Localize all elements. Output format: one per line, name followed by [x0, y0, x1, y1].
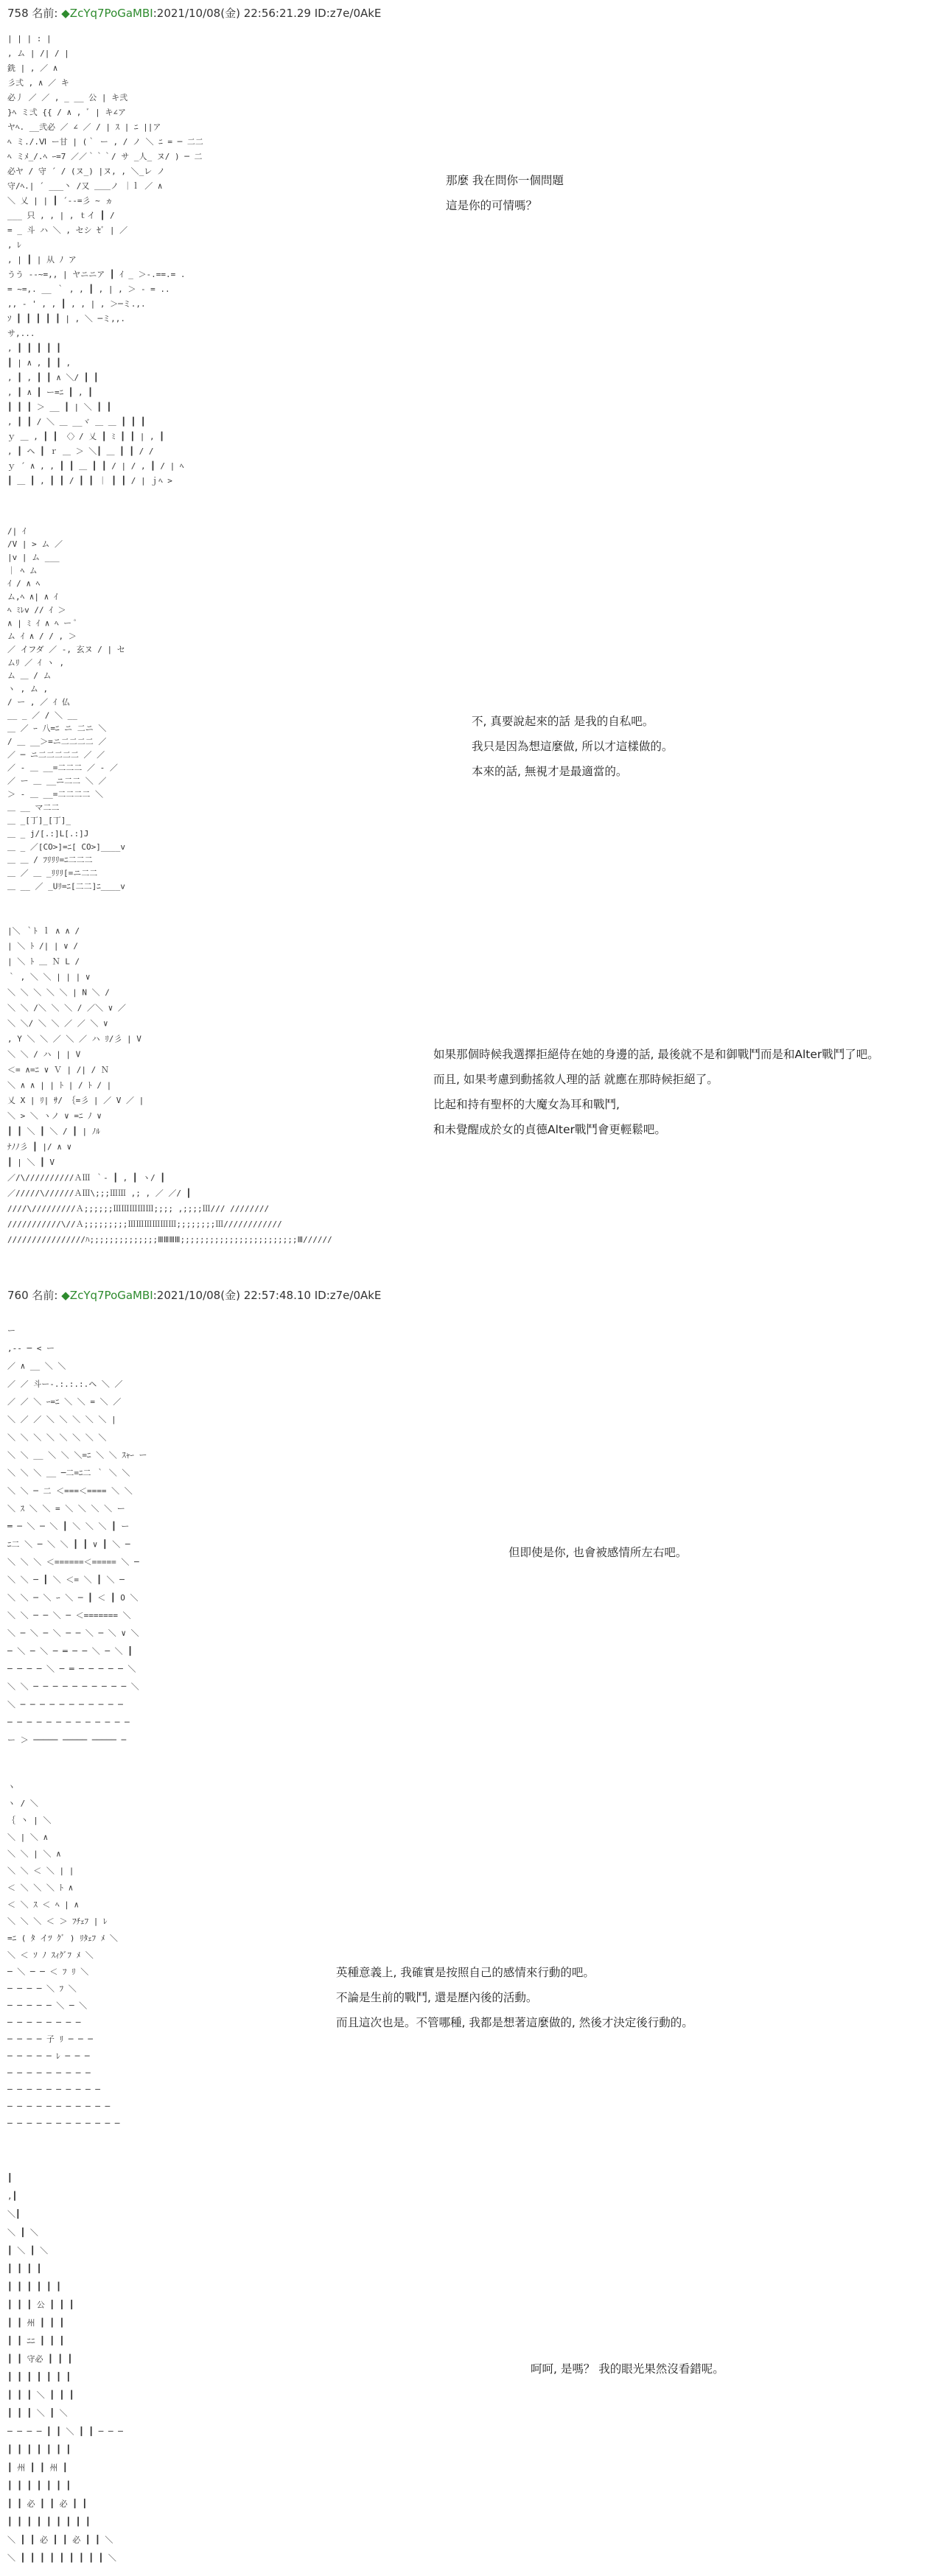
ascii-art-line: ﾍ ミ./.Ⅵ ー甘 | (｀ ー , / ノ ＼ ﾆ = ─ 二二: [7, 137, 203, 147]
ascii-art-line: ムﾘ ／ ｲ ヽ ,: [7, 657, 65, 668]
ascii-art-line: | ＼ ﾄ ＿ Ｎ L /: [7, 956, 80, 967]
ascii-art-line: ─ ─ ─ ─ ─ ─ ─ ─ ─ ─ ─ ─: [7, 2118, 120, 2129]
dialogue-line: 那麼 我在問你一個問題: [446, 174, 564, 187]
ascii-art-line: ﾍ ミﾒ_/.ﾍ ｰ=7 ／／｀｀｀/ サ _人_ ヌ/ ) ─ 二: [7, 152, 203, 161]
ascii-art-line: | ＼ ﾄ /| | ∨ /: [7, 941, 78, 951]
dialogue-line: 我只是因為想這麼做, 所以才這樣做的。: [472, 740, 674, 753]
ascii-art-line: ＼ ＼ __ ＼ ＼ ＼=ﾆ ＼ ＼ ｽｬｰ ー: [7, 1450, 147, 1460]
ascii-art-line: ┃ ┃ ┃ ＞ __ ┃ | ＼ ┃ ┃: [7, 402, 112, 412]
ascii-art-line: / ＿ __＞=ニ二二二二 ／: [7, 737, 107, 746]
ascii-art-panel-3: [7, 921, 391, 1245]
ascii-art-line: ／ イフダ ／ ‐, 玄ヌ / | セ: [7, 645, 125, 654]
ascii-art-line: ＼ ＼ ─ ─ ＼ ─ ＜======= ＼: [7, 1611, 131, 1620]
ascii-art-panel-6: [7, 2166, 450, 2564]
ascii-art-line: ＼ ＼ ─ ─ ─ ─ ─ ─ ─ ─ ─ ─ ＼: [7, 1681, 139, 1692]
tripcode: ◆ZcYq7PoGaMBI: [61, 1289, 153, 1302]
ascii-art-line: ＿ ／ ｰ 八=ﾆ ニ 二ニ ＼: [7, 724, 107, 734]
tripcode: ◆ZcYq7PoGaMBI: [61, 7, 153, 20]
ascii-art-line: ／ ‐ ＿ __=二二二 ／ ‐ ／: [7, 763, 118, 773]
ascii-art-line: ＼ ＼ ＼ ＜ ＞ ﾌﾁｪﾌ | ﾚ: [7, 1917, 108, 1927]
ascii-art-line: ー ＞ ───── ───── ───── ─: [7, 1735, 127, 1746]
ascii-art-line: ＼ ┃ ┃ 必 ┃ ┃ 必 ┃ ┃ ＼: [7, 2535, 113, 2545]
ascii-art-line: , ム | /| / |: [7, 49, 69, 58]
ascii-art-line: ｙ ´ ∧ , , ┃ ┃ ＿ ┃ ┃ / | / , ┃ / | ﾍ: [7, 461, 184, 471]
ascii-art-line: 乂 X | ﾘ| ｻ/ ｛=彡 | ／ V ／ |: [7, 1096, 144, 1106]
ascii-art-line: ─ ＼ ─ ─ ＜ ﾌ ﾘ ＼: [7, 1967, 89, 1977]
ascii-art-line: ＿ ／ ＿ _ﾘﾘﾘ[=ニ二二: [7, 868, 98, 878]
ascii-art-line: ム ＿ / ム: [7, 671, 52, 681]
ascii-art-line: , ┃ ∧ ┃ ー=ﾆ ┃ , ┃: [7, 388, 93, 397]
ascii-art-line: ┃ ＼ ┃ ＼: [7, 2245, 49, 2255]
dialogue-line: 不論是生前的戰鬥, 還是歷內後的活動。: [336, 1991, 538, 2004]
ascii-art-line: }ﾍ ミ弍 {{ / ∧ , ﾞ | キ∠ア: [7, 108, 126, 117]
ascii-art-line: |v | ム ___: [7, 553, 60, 562]
ascii-art-line: ─ ＼ ─ ＼ ─ ═ ─ ─ ＼ ─ ＼ ┃: [7, 1646, 133, 1656]
ascii-art-line: ／ ／ 斗ー‐.:.:.:.ヘ ＼ ／: [7, 1379, 123, 1389]
ascii-art-line: ////\/////////Ａ;;;;;;ⅢⅢⅢⅢⅢ;;;; ,;;;;Ⅲ/// ////////: [7, 1203, 270, 1214]
ascii-art-line: ┃ ┃ ┃ ┃ ┃ ┃ ┃: [7, 2372, 71, 2382]
ascii-art-line: ┃ ┃ ┃ ＼ ┃ ＼: [7, 2408, 68, 2418]
ascii-art-line: , ┃ ┃ ┃ ┃ ┃: [7, 343, 61, 353]
dialogue-line: 比起和持有聖杯的大魔女為耳和戰鬥,: [433, 1098, 620, 1111]
ascii-art-line: ┃ ┃ 必 ┃ ┃ 必 ┃ ┃: [7, 2499, 88, 2509]
ascii-art-panel-2: [7, 523, 310, 892]
ascii-art-line: , ┃ , ┃ ┃ ∧ ＼/ ┃ ┃: [7, 373, 99, 382]
ascii-art-line: ＿ _ ／[CO>]=ﾆ[ CO>]____v: [7, 841, 125, 852]
ascii-art-line: ┃ ┃ 州 ┃ ┃ ┃: [7, 2318, 65, 2328]
ascii-art-line: ／/////\//////ＡⅢ\;;;ⅢⅢ ,; , ／ ／/ ┃: [7, 1188, 192, 1198]
ascii-art-line: ＼ ＼ ＼ __ ─二=ﾆ二 ｀ ＼ ＼: [7, 1468, 130, 1478]
ascii-art-figure-4: [7, 1319, 354, 1746]
ascii-art-line: ＼ ＼ /＼ ＼ ＼ / ／＼ ∨ ／: [7, 1003, 126, 1013]
ascii-art-figure-6: [7, 2166, 450, 2564]
ascii-art-line: ヤﾍ. __弐必 ／ ∠ ／ / | ｽ | ﾆ ||ア: [7, 122, 161, 132]
ascii-art-line: ヽ / ＼: [7, 1799, 38, 1809]
dialogue-panel-1: [446, 168, 564, 218]
ascii-art-line: ─ ─ ─ ─ 子 ﾘ ─ ─ ─: [7, 2034, 93, 2045]
ascii-art-line: ﾅﾉﾉ彡 ┃ |/ ∧ ∨: [7, 1142, 72, 1152]
ascii-art-line: ＜ ＼ ＼ ＼ ﾄ ∧: [7, 1883, 74, 1893]
ascii-art-line: ＼ ＼ ─ 二 ＜===＜==== ＼ ＼: [7, 1485, 133, 1496]
ascii-art-line: ─ ─ ─ ─ ＼ ─ ═ ─ ─ ─ ─ ─ ＼: [7, 1664, 136, 1674]
ascii-art-line: ＿ ＿ / ﾌﾘﾘﾘ=ﾆ二二二: [7, 855, 93, 865]
post-date: :2021/10/08(金) 22:56:21.29: [153, 7, 311, 20]
dialogue-line: 如果那個時候我選擇拒絕侍在她的身邊的話, 最後就不是和御戰鬥而是和Alter戰鬥了吧。: [433, 1048, 879, 1061]
ascii-art-line: , ﾚ: [7, 240, 21, 250]
ascii-art-line: ═ ─ ＼ ─ ＼ ┃ ＼ ＼ ＼ ┃ ー: [7, 1522, 130, 1532]
ascii-art-line: ー: [7, 1326, 15, 1336]
dialogue-line: 而且, 如果考慮到動搖敘人理的話 就應在那時候拒絕了。: [433, 1073, 719, 1086]
ascii-art-line: ┃ | ＼ ┃ V: [7, 1158, 55, 1168]
ascii-art-line: ｛ 丶 | ＼: [7, 1816, 52, 1825]
ascii-art-line: ─ ─ ─ ─ ＼ ﾌ ＼: [7, 1984, 77, 1994]
ascii-art-line: ＼ | ＼ ∧: [7, 1832, 49, 1842]
ascii-art-line: ／/\//////////ＡⅢ ｀‐ ┃ , ┃ ヽ/ ┃: [7, 1173, 165, 1183]
ascii-art-line: ___ 只 , , | , ｔイ ┃ /: [7, 211, 115, 220]
ascii-art-line: ＿ __ ／ _Uﾘ=ﾆ[二二]ﾆ____v: [7, 881, 125, 892]
ascii-art-line: | | | : |: [7, 34, 52, 43]
ascii-art-line: ─ ─ ─ ─ ─ ─ ─ ─ ─ ─ ─: [7, 2101, 111, 2112]
ascii-art-line: ＜= ∧=ﾆ ∨ Ｖ | /| / Ｎ: [7, 1065, 109, 1075]
ascii-art-line: ┃ | ∧ , ┃ ┃ ,: [7, 358, 71, 368]
ascii-art-line: = _ 斗 ハ ＼ , セシ ｾﾞ | ／: [7, 225, 128, 235]
ascii-art-line: = ~=,. __ ｀ , , ┃ , | , ＞ - = ..: [7, 284, 170, 294]
ascii-art-line: ｿ ┃ ┃ ┃ ┃ ┃ | , ＼ ─ミ,,.: [7, 314, 125, 323]
ascii-art-line: ﾆ二 ＼ ─ ＼ ＼ ┃ ┃ ∨ ┃ ＼ ─: [7, 1539, 130, 1550]
ascii-art-line: ┃ ┃ ┃ 公 ┃ ┃ ┃: [7, 2300, 74, 2310]
ascii-art-line: サ,...: [7, 329, 35, 338]
name-label: 名前:: [32, 7, 58, 20]
ascii-art-line: ,┃: [7, 2191, 18, 2202]
ascii-art-line: ／ ー ＿ __ニ二二 ＼ ／: [7, 776, 107, 786]
ascii-art-line: ┃ ┃ ┃ ┃ ┃ ┃: [7, 2281, 61, 2292]
ascii-art-line: ┃ ┃ ┃ ＼ ┃ ┃ ┃: [7, 2390, 74, 2401]
ascii-art-line: ─ ─ ─ ─ ┃ ┃ ＼ ┃ ┃ ─ ─ ─: [7, 2426, 123, 2437]
dialogue-line: 呵呵, 是嗎？ 我的眼光果然沒看錯呢。: [531, 2362, 724, 2376]
dialogue-line: 但即使是你, 也會被感情所左右吧。: [508, 1546, 688, 1559]
ascii-art-line: ,, ‐ ' , , ┃ , , | , ＞─ミ.,.: [7, 299, 146, 309]
ascii-art-line: ヽ: [7, 1782, 15, 1792]
ascii-art-line: ┃: [7, 2173, 13, 2183]
ascii-art-line: ム,ﾍ ∧| ∧ ｲ: [7, 592, 58, 602]
ascii-art-line: うう --~=,, | ヤニニア ┃ ｲ _ ＞-.==.= .: [7, 270, 186, 279]
ascii-art-line: ─ ─ ─ ─ ─ ─ ─ ─ ─ ─ ─ ─ ─: [7, 1718, 130, 1727]
ascii-art-line: ＿ __ マ二二: [7, 802, 60, 813]
ascii-art-line: |＼ ｀ﾄ ｌ ∧ ∧ /: [7, 925, 80, 936]
ascii-art-line: ,-‐ ─ < ー: [7, 1343, 55, 1354]
post-header-758: [7, 6, 381, 21]
dialogue-panel-4: [508, 1540, 687, 1565]
ascii-art-line: ＜ ＼ ｽ ＜ ﾍ | ∧: [7, 1900, 79, 1910]
ascii-art-line: ＼ > ＼ ヽノ ∨ =ﾆ ﾉ ∨: [7, 1111, 102, 1121]
ascii-art-panel-5: [7, 1776, 228, 2129]
ascii-art-line: ┃ ┃ ┃ ┃ ┃ ┃ ┃: [7, 2444, 71, 2454]
ascii-art-line: ＿ _ j/[.:]L[.:]J: [7, 829, 89, 839]
ascii-art-line: ヽ , ム ,: [7, 684, 49, 694]
ascii-art-line: ｲ / ∧ ﾍ: [7, 578, 41, 589]
ascii-art-line: ＼ ＼ / ハ | | V: [7, 1049, 81, 1060]
ascii-art-figure-2: [7, 523, 310, 892]
ascii-art-line: 銑 | , ／ ∧: [7, 63, 58, 73]
ascii-art-line: ／ ∧ __ ＼ ＼: [7, 1361, 66, 1371]
dialogue-line: 這是你的可情嗎？: [446, 199, 538, 212]
ascii-art-line: 彡弍 , ∧ ／ キ: [7, 78, 69, 88]
ascii-art-line: ＼ ─ ＼ ─ ＼ ─ ─ ＼ ─ ＼ ∨ ＼: [7, 1628, 139, 1639]
ascii-art-line: ＼ ＼ ─ ＼ ｰ ＼ ─ ┃ ＜ ┃ O ＼: [7, 1592, 139, 1603]
ascii-art-line: ｀ , ＼ ＼ | | | ∨: [7, 972, 91, 982]
dialogue-line: 本來的話, 無視才是最適當的。: [472, 765, 628, 778]
ascii-art-line: 必ヤ / 守 ´ / (ヌ_) |ヌ, , ＼_レ ノ: [7, 167, 165, 176]
ascii-art-line: ＼ ＜ ｿ ﾉ ｽｨｸﾞﾌ ﾒ ＼: [7, 1950, 94, 1960]
dialogue-panel-5: [336, 1960, 693, 2035]
ascii-art-line: =ﾆ ( ﾀ イﾂ ｸﾞ ) ﾘﾀｪﾌ ﾒ ＼: [7, 1933, 118, 1943]
ascii-art-line: 必丿 ／ ／ , _ __ 公 | キ弐: [7, 93, 128, 102]
ascii-art-line: ＼ ＼ ＼ ＜======＜===== ＼ ─: [7, 1557, 139, 1567]
ascii-art-line: , Y ＼ ＼ ／ ＼ ／ ハ ﾘ/彡 | V: [7, 1034, 141, 1044]
dialogue-line: 不, 真要說起來的話 是我的自私吧。: [472, 715, 654, 728]
ascii-art-line: ┃ ┃ ＼ ┃ ＼ / ┃ | ﾉﾙ: [7, 1127, 100, 1137]
ascii-art-line: ＼ 乂 | | ┃ ´-‐=彡 ~ ヵ: [7, 196, 113, 206]
ascii-art-line: ｜ ﾍ ム: [7, 565, 38, 575]
ascii-art-line: ─ ─ ─ ─ ─ ﾚ ─ ─ ─: [7, 2051, 90, 2061]
ascii-art-line: ＼ ＼ ＼ ＼ ＼ ＼ ＼ ＼: [7, 1432, 107, 1443]
ascii-art-line: ＼ ＼ ＜ ＼ | |: [7, 1866, 74, 1876]
ascii-art-line: ┃ ┃ ┃ ┃ ┃ ┃ ┃ ┃ ┃: [7, 2517, 91, 2527]
ascii-art-line: /V | > ム ／: [7, 539, 63, 550]
ascii-art-line: ＿ _[丁]_[丁]_: [7, 816, 71, 826]
ascii-art-line: __ _ ／ / ＼ __: [7, 710, 77, 721]
ascii-art-line: ＼ ＼ ─ ┃ ＼ ＜= ＼ ┃ ＼ ─: [7, 1575, 125, 1585]
ascii-art-line: , ┃ ヘ ┃ ｒ ＿ ＞ ＼┃ ＿ ┃ ┃ / /: [7, 447, 154, 456]
post-id: ID:z7e/0AkE: [314, 7, 382, 20]
ascii-art-line: ﾍ ﾐﾚv // ｲ ＞: [7, 605, 66, 615]
dialogue-panel-3: [433, 1042, 879, 1142]
ascii-art-line: / ー , ／ ｲ 仏: [7, 697, 70, 707]
ascii-art-figure-1: [7, 29, 450, 486]
ascii-art-line: ////////////////ﾊ;;;;;;;;;;;;;;ⅢⅢⅢⅢ;;;;;;;;;;;;;;;;;;;;;;;;Ⅲ//////: [7, 1234, 332, 1245]
ascii-art-panel-1: [7, 29, 450, 486]
post-number: 760: [7, 1289, 29, 1302]
ascii-art-line: ｙ ＿ , ┃ ┃ 〈〉/ 乂 ┃ ﾐ ┃ ┃ | , ┃: [7, 432, 164, 441]
ascii-art-line: ┃ ┃ 守必 ┃ ┃ ┃: [7, 2354, 73, 2365]
post-date: :2021/10/08(金) 22:57:48.10: [153, 1289, 311, 1302]
ascii-art-line: , ┃ ┃ / ＼ ＿ __ヾ ＿ ＿ ┃ ┃ ┃: [7, 417, 146, 427]
ascii-art-line: ─ ─ ─ ─ ─ ─ ─ ─: [7, 2017, 81, 2028]
ascii-art-line: , | ┃ | 从 ﾉ ア: [7, 255, 77, 265]
ascii-art-line: ＼┃: [7, 2209, 21, 2219]
dialogue-line: 而且這次也是。不管哪種, 我都是想著這麼做的, 然後才決定後行動的。: [336, 2016, 693, 2029]
ascii-art-line: 守/ﾍ.| ´ ___丶 /又 ＿＿ノ ｜ｌ ／ ∧: [7, 181, 163, 191]
ascii-art-figure-3: [7, 921, 391, 1245]
ascii-art-line: ∧ | ﾐ ｲ ∧ ﾍ ー ﾟ: [7, 618, 78, 629]
ascii-art-line: /| ｲ: [7, 526, 27, 536]
ascii-art-line: ＼ ─ ─ ─ ─ ─ ─ ─ ─ ─ ─ ─: [7, 1699, 123, 1709]
ascii-art-line: ム ｲ ∧ / / , ＞: [7, 631, 77, 642]
ascii-art-line: ／ ／ ＼ ｰ=ﾆ ＼ ＼ = ＼ ／: [7, 1397, 122, 1407]
ascii-art-line: ／ ─ ニ二二二二二 ／ ／: [7, 749, 105, 760]
dialogue-line: 和未覺醒成於女的貞德Alter戰鬥會更輕鬆吧。: [433, 1123, 666, 1136]
ascii-art-line: ＼ ｽ ＼ ＼ = ＼ ＼ ＼ ＼ ー: [7, 1504, 125, 1513]
ascii-art-line: ///////////\//Ａ;;;;;;;;;ⅢⅢⅢⅢⅢⅢ;;;;;;;;Ⅲ////////////: [7, 1219, 282, 1229]
dialogue-panel-2: [472, 709, 673, 784]
name-label: 名前:: [32, 1289, 58, 1302]
ascii-art-panel-4: [7, 1319, 354, 1746]
ascii-art-line: ＼ ┃ ＼: [7, 2227, 38, 2238]
ascii-art-line: ＼ ＼/ ＼ ＼ ／ ／ ＼ ∨: [7, 1018, 108, 1029]
ascii-art-line: ─ ─ ─ ─ ─ ＼ ─ ＼: [7, 2001, 88, 2011]
ascii-art-figure-5: [7, 1776, 228, 2129]
ascii-art-line: ─ ─ ─ ─ ─ ─ ─ ─ ─: [7, 2068, 91, 2078]
post-header-760: [7, 1288, 381, 1303]
ascii-art-line: ＼ ＼ ＼ ＼ ＼ | N ＼ /: [7, 987, 110, 998]
ascii-art-line: ＼ ┃ ┃ ┃ ┃ ┃ ┃ ┃ ┃ ┃ ＼: [7, 2553, 116, 2563]
dialogue-line: 英種意義上, 我確實是按照自己的感情來行動的吧。: [336, 1966, 595, 1979]
ascii-art-line: ┃ ┃ ﾆﾆ ┃ ┃ ┃: [7, 2336, 65, 2346]
ascii-art-line: ┃ 州 ┃ ┃ 州 ┃: [7, 2463, 68, 2473]
ascii-art-line: ┃ ┃ ┃ ┃: [7, 2264, 42, 2274]
post-number: 758: [7, 7, 29, 20]
ascii-art-line: ─ ─ ─ ─ ─ ─ ─ ─ ─ ─: [7, 2085, 100, 2095]
ascii-art-line: ┃ ＿ ┃ , ┃ ┃ / ┃ ┃ ｜ ┃ ┃ / | ｊﾍ >: [7, 476, 172, 486]
ascii-art-line: ＼ ／ ／ ＼ ＼ ＼ ＼ ＼ |: [7, 1415, 116, 1425]
ascii-art-line: ＼ ∧ ∧ | | ﾄ | / ﾄ / |: [7, 1080, 112, 1091]
post-id: ID:z7e/0AkE: [314, 1289, 382, 1302]
ascii-art-line: ＞ ‐ ＿ __=二二二二 ＼: [7, 789, 103, 799]
ascii-art-line: ＼ ＼ | ＼ ∧: [7, 1849, 61, 1859]
ascii-art-line: ┃ ┃ ┃ ┃ ┃ ┃ ┃: [7, 2480, 71, 2491]
dialogue-panel-6: [531, 2356, 724, 2381]
